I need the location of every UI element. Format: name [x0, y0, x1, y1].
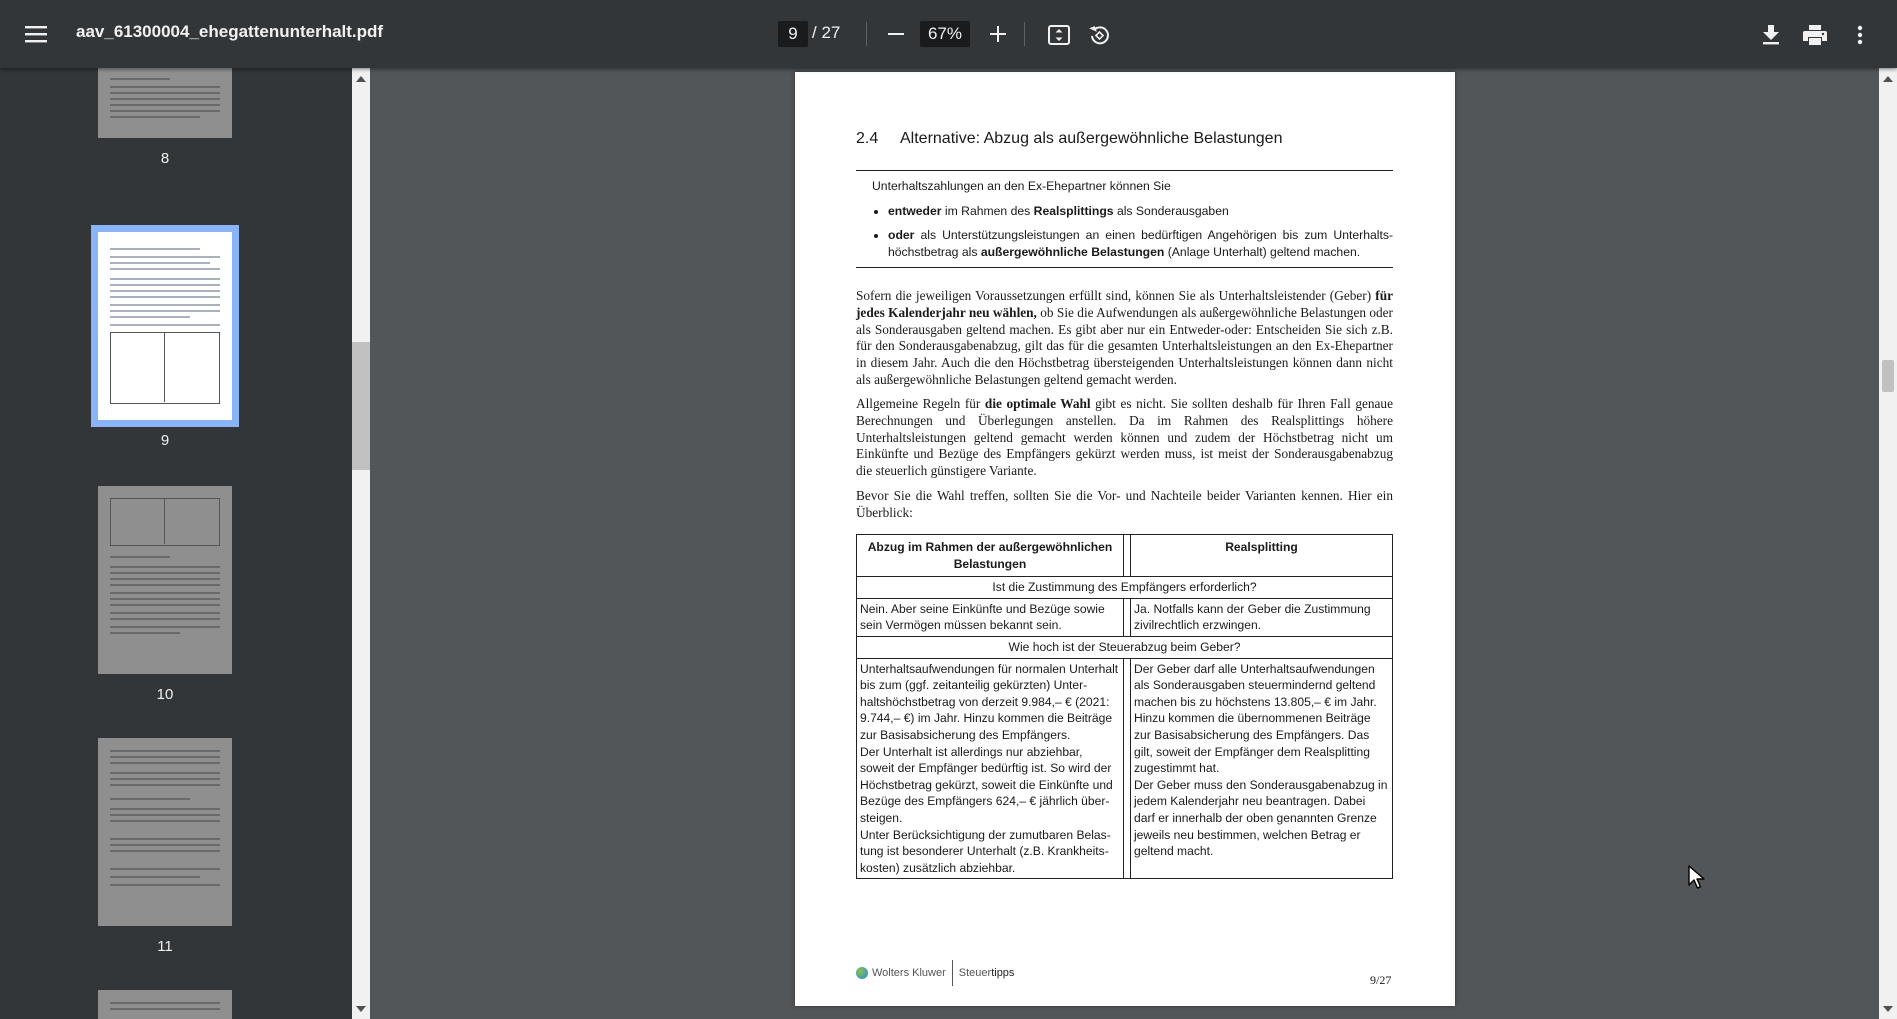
- document-title: aav_61300004_ehegattenunterhalt.pdf: [76, 22, 384, 41]
- zoom-out-button[interactable]: [880, 18, 912, 50]
- scroll-up-arrow-icon[interactable]: [356, 76, 366, 82]
- thumbnail-sidebar: [0, 68, 352, 1019]
- minus-icon: [888, 26, 904, 42]
- page-total: / 27: [812, 23, 841, 42]
- section-number: 2.4: [856, 130, 879, 147]
- table-cell: Nein. Aber seine Einkünfte und Bezüge sowie sein Vermögen müssen bekannt sein.: [857, 598, 1124, 636]
- pdf-page: [795, 72, 1455, 1006]
- box-bottom-rule: [856, 267, 1393, 268]
- main-scrollbar[interactable]: [1879, 68, 1897, 1019]
- page-thumbnail-image[interactable]: [98, 68, 232, 138]
- mouse-cursor-icon: [1688, 865, 1706, 891]
- table-row: [857, 658, 1393, 879]
- table-cell: Ja. Notfalls kann der Geber die Zustimmung zivilrechtlich erzwingen.: [1131, 598, 1393, 636]
- table-row: [857, 636, 1393, 658]
- zoom-in-button[interactable]: [982, 18, 1014, 50]
- list-item: • oder als Unterstützungsleistungen an einen bedürftigen Angehörigen bis zum Unterhaltshöchstbetrag als außergewöhnliche Belastungen (Anlage Unterhalt) geltend machen.: [888, 227, 1393, 261]
- paragraph: Bevor Sie die Wahl treffen, sollten Sie die Vor- und Nachteile beider Varianten kennen. Hier ein Überblick:: [856, 488, 1393, 520]
- menu-button[interactable]: [20, 18, 52, 50]
- page-thumbnail-image[interactable]: [98, 486, 232, 674]
- hamburger-menu-icon: [25, 25, 47, 43]
- thumbnail-label: 8: [160, 150, 170, 167]
- table-header-cell: Abzug im Rahmen der außergewöhnlichen Belastungen: [857, 535, 1124, 577]
- page-thumbnail-image[interactable]: [98, 232, 232, 420]
- download-icon: [1761, 24, 1781, 46]
- table-header-row: [857, 535, 1393, 577]
- table-cell: Der Geber darf alle Unterhaltsaufwendungen als Sonderausgaben steuermindernd geltend machen bis zu höchstens 13.805,– € im Jahr. Hinzu kommen die übernommenen Beiträge zur Basisabsicherung des Empfängers. Das gilt, soweit der Empfänger dem Realsplitting zugestimmt hat. Der Geber muss den Sonderausgabenabzug in jedem Kalenderjahr neu beantragen. Dabei darf er innerhalb der oben genannten Grenze jeweils neu bestimmen, welchen Betrag er geltend macht.: [1131, 658, 1393, 879]
- paragraph: Sofern die jeweiligen Voraussetzungen erfüllt sind, können Sie als Unterhaltsleistender (Geber) für jedes Kalenderjahr neu wählen, ob Sie die Aufwendungen als außergewöhnliche Belastungen oder als Sonderausgaben geltend machen. Es gibt aber nur ein Entweder-oder: Entscheiden Sie sich z.B. für den Sonderausgabenabzug, gilt das für die gesamten Unterhaltsleistungen an den Ex-Ehepartner in diesem Jahr. Auch die den Höchstbetrag übersteigenden Unterhaltsleistungen können dann nicht als außergewöhnliche Belastungen geltend gemacht werden.: [856, 288, 1393, 387]
- sidebar-scrollbar-thumb[interactable]: [352, 342, 370, 470]
- table-header-cell: Realsplitting: [1131, 535, 1393, 577]
- table-question-cell: Ist die Zustimmung des Empfängers erforderlich?: [857, 577, 1393, 599]
- toolbar-divider: [866, 22, 867, 46]
- scroll-down-arrow-icon[interactable]: [1883, 1006, 1893, 1012]
- page-thumbnail-image[interactable]: [98, 990, 232, 1019]
- section-title: Alternative: Abzug als außergewöhnliche Belastungen: [900, 130, 1283, 147]
- page-footer-number: 9/27: [1370, 973, 1392, 987]
- publisher-name: Wolters Kluwer: [872, 967, 946, 979]
- rotate-icon: [1087, 23, 1111, 47]
- table-row: [857, 577, 1393, 599]
- fit-page-icon: [1047, 23, 1071, 47]
- list-item: • entweder im Rahmen des Realsplittings als Sonderausgaben: [888, 203, 1393, 220]
- thumbnail-label: 10: [156, 686, 174, 703]
- section-heading: [856, 130, 1282, 148]
- sidebar-scrollbar[interactable]: [352, 68, 370, 1019]
- thumbnail-label: 11: [157, 938, 173, 955]
- scroll-down-arrow-icon[interactable]: [356, 1006, 366, 1012]
- zoom-level-input[interactable]: 67%: [920, 21, 970, 47]
- wolters-kluwer-logo-icon: [856, 967, 868, 979]
- box-top-rule: [856, 170, 1393, 171]
- box-intro: Unterhaltszahlungen an den Ex-Ehepartner können Sie: [872, 179, 1171, 193]
- paragraph: Allgemeine Regeln für die optimale Wahl gibt es nicht. Sie sollten deshalb für Ihren Fall genaue Berechnungen und Überlegungen anstellen. Da im Rahmen des Realsplittings höhere Unterhaltsleistungen geltend gemacht werden können und zudem der Höchstbetrag nicht um Einkünfte und Bezüge des Empfängers gekürzt werden muss, ist meist der Sonderausgabenabzug die steuerlich günstigere Variante.: [856, 396, 1393, 479]
- more-options-button[interactable]: [1846, 18, 1874, 52]
- thumbnail-label: 9: [160, 432, 170, 449]
- summary-box: [856, 172, 1393, 268]
- scroll-up-arrow-icon[interactable]: [1883, 76, 1893, 82]
- page-thumbnail-image[interactable]: [98, 738, 232, 926]
- table-cell: Unterhaltsaufwendungen für normalen Unterhalt bis zum (ggf. zeitanteilig gekürzten) Unterhaltshöchstbetrag von derzeit 9.984,– € (2021: 9.744,– €) im Jahr. Hinzu kommen die Beiträge zur Basisabsicherung des Empfängers. Der Unterhalt ist allerdings nur abziehbar, soweit der Empfänger bedürftig ist. So wird der Höchstbetrag gekürzt, soweit die Einkünfte und Bezüge des Empfängers 624,– € jährlich übersteigen. Unter Berücksichtigung der zumutbaren Belastung ist besonderer Unterhalt (z.B. Krankheitskosten) zusätzlich abziehbar.: [857, 658, 1124, 879]
- main-scrollbar-thumb[interactable]: [1882, 360, 1894, 392]
- option-list: [856, 203, 1393, 261]
- plus-icon: [990, 26, 1006, 42]
- print-button[interactable]: [1798, 18, 1832, 52]
- download-button[interactable]: [1754, 18, 1788, 52]
- comparison-table: [856, 534, 1393, 879]
- toolbar-divider: [1024, 22, 1025, 46]
- page-number-input[interactable]: 9: [778, 21, 808, 47]
- table-question-cell: Wie hoch ist der Steuerabzug beim Geber?: [857, 636, 1393, 658]
- printer-icon: [1803, 24, 1827, 46]
- publisher-logo: [856, 960, 1014, 986]
- fit-to-page-button[interactable]: [1042, 18, 1076, 52]
- pdf-toolbar: [0, 0, 1897, 68]
- series-name: Steuertipps: [958, 967, 1015, 979]
- rotate-button[interactable]: [1082, 18, 1116, 52]
- more-vertical-icon: [1857, 25, 1863, 45]
- table-row: [857, 598, 1393, 636]
